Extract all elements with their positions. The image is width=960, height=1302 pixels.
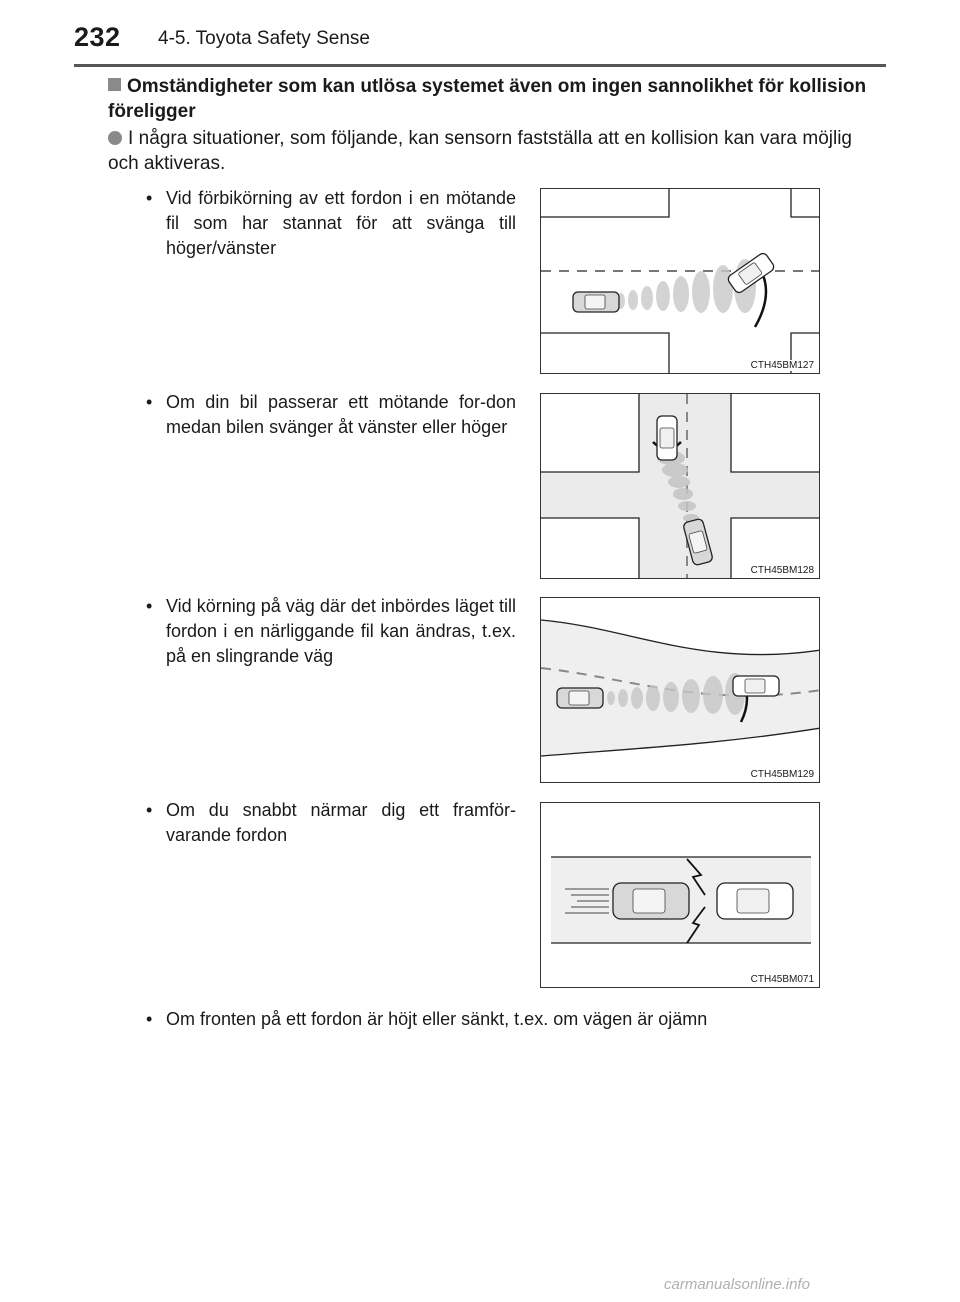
bullet: • xyxy=(146,800,153,820)
circle-bullet-icon xyxy=(108,131,122,145)
list-item-text: Vid förbikörning av ett fordon i en mötande fil som har stannat för att svänga till höger/vänster xyxy=(166,188,516,258)
subsection-heading xyxy=(108,74,868,124)
illustration-svg-2 xyxy=(541,394,820,579)
list-item-text: Vid körning på väg där det inbördes läget till fordon i en närliggande fil kan ändras, t.ex. på en slingrande väg xyxy=(166,596,516,666)
list-item xyxy=(144,798,516,848)
list-item-text: Om fronten på ett fordon är höjt eller sänkt, t.ex. om vägen är ojämn xyxy=(166,1009,708,1029)
list-item xyxy=(144,390,516,440)
figure-turning-intersection xyxy=(540,393,820,579)
list-item xyxy=(144,1007,864,1032)
figure-code: CTH45BM127 xyxy=(750,360,814,371)
list-item-text: Om din bil passerar ett mötande for-don medan bilen svänger åt vänster eller höger xyxy=(166,392,516,437)
figure-code: CTH45BM071 xyxy=(750,974,814,985)
figure-code: CTH45BM129 xyxy=(750,769,814,780)
list-item-text: Om du snabbt närmar dig ett framför-varande fordon xyxy=(166,800,516,845)
figure-passing-stopped-vehicle xyxy=(540,188,820,374)
watermark: carmanualsonline.info xyxy=(664,1276,810,1293)
intro-paragraph xyxy=(108,126,852,176)
page-number: 232 xyxy=(74,22,121,52)
square-bullet-icon xyxy=(108,78,121,91)
figure-approaching-vehicle xyxy=(540,802,820,988)
header-divider xyxy=(74,64,886,67)
bullet: • xyxy=(146,392,153,412)
bullet: • xyxy=(146,596,153,616)
intro-text: I några situationer, som följande, kan sensorn fastställa att en kollision kan vara möjlig och aktiveras. xyxy=(108,128,852,174)
figure-code: CTH45BM128 xyxy=(750,565,814,576)
bullet: • xyxy=(146,188,153,208)
bullet: • xyxy=(146,1009,153,1029)
illustration-svg-3 xyxy=(541,598,820,783)
list-item xyxy=(144,594,516,669)
section-title: 4-5. Toyota Safety Sense xyxy=(158,28,370,49)
figure-winding-road xyxy=(540,597,820,783)
illustration-svg-4 xyxy=(541,803,820,988)
list-item xyxy=(144,186,516,261)
heading-text: Omständigheter som kan utlösa systemet även om ingen sannolikhet för kollision föreligger xyxy=(108,76,867,122)
illustration-svg-1 xyxy=(541,189,820,374)
